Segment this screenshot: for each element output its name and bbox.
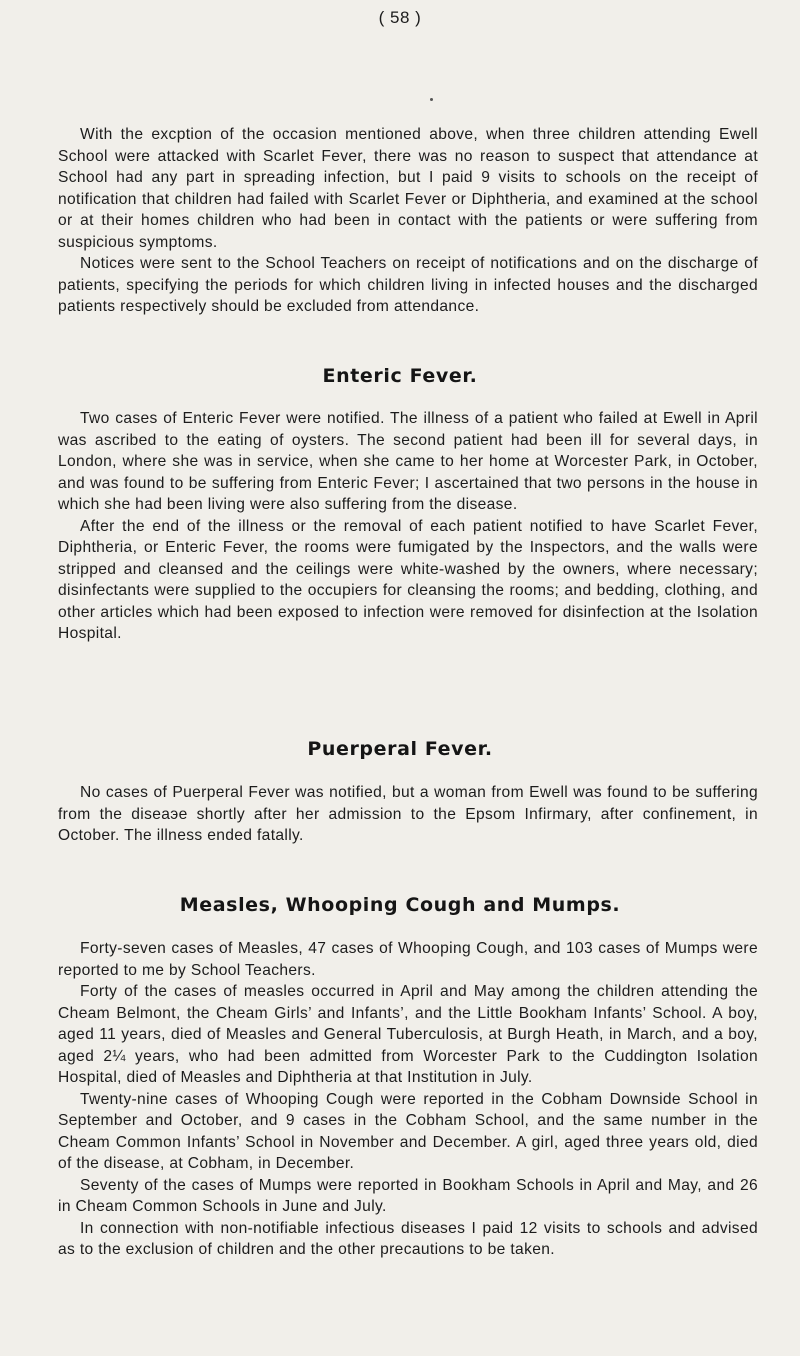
paragraph: Two cases of Enteric Fever were notified. The illness of a patient who failed at Ewell in April was ascribed to the eating of oysters. The second patient had been ill for several days, in London, where she was in service, when she came to her home at Worcester Park, in October, and was found to be suffering from Enteric Fever; I ascertained that two persons in the house in which she had been living were also suffering from the disease. xyxy=(58,410,758,513)
paragraph: Forty of the cases of measles occurred in April and May among the children attending the Cheam Belmont, the Cheam Girls’ and Infants’, and the Little Bookham Infants’ School. A boy, aged 11 years, died of Measles and General Tuberculosis, at Burgh Heath, in March, and a boy, aged 2¼ years, who had been admitted from Worcester Park to the Cuddington Isolation Hospital, died of Measles and Diphtheria at that Institution in July. xyxy=(58,983,758,1086)
puerperal-fever-section xyxy=(58,782,758,847)
section-heading-puerperal-fever: Puerperal Fever. xyxy=(307,738,493,760)
paragraph: Seventy of the cases of Mumps were reported in Bookham Schools in April and May, and 26 in Cheam Common Schools in June and July. xyxy=(58,1176,758,1215)
section-heading-enteric-fever: Enteric Fever. xyxy=(322,365,478,387)
section-heading-measles: Measles, Whooping Cough and Mumps. xyxy=(179,894,621,916)
paragraph: In connection with non-notifiable infectious diseases I paid 12 visits to schools and advised as to the exclusion of children and the other precautions to be taken. xyxy=(58,1219,758,1258)
page-number: ( 58 ) xyxy=(378,8,422,27)
paragraph: With the excption of the occasion mentioned above, when three children attending Ewell School were attacked with Scarlet Fever, there was no reason to suspect that attendance at School had any part in spreading infection, but I paid 9 visits to schools on the receipt of notification that children had failed with Scarlet Fever or Diphtheria, and examined at the school or at their homes children who had been in contact with the patients or were suffering from suspicious symptoms. xyxy=(58,126,758,251)
paragraph: No cases of Puerperal Fever was notified, but a woman from Ewell was found to be suffering from the diseaэe shortly after her admission to the Epsom Infirmary, after confinement, in October. The illness ended fatally. xyxy=(58,784,758,844)
paragraph: Forty-seven cases of Measles, 47 cases of Whooping Cough, and 103 cases of Mumps were reported to me by School Teachers. xyxy=(58,940,758,979)
measles-section xyxy=(58,938,758,1261)
print-speck xyxy=(430,98,433,101)
paragraph: Notices were sent to the School Teachers on receipt of notifications and on the discharge of patients, specifying the periods for which children living in infected houses and the discharged patients respectively should be excluded from attendance. xyxy=(58,255,758,315)
paragraph: Twenty-nine cases of Whooping Cough were reported in the Cobham Downside School in September and October, and 9 cases in the Cobham School, and the same number in the Cheam Common Infants’ School in November and December. A girl, aged three years old, died of the disease, at Cobham, in December. xyxy=(58,1090,758,1172)
enteric-fever-section xyxy=(58,408,758,645)
paragraph: After the end of the illness or the removal of each patient notified to have Scarlet Fever, Diphtheria, or Enteric Fever, the rooms were fumigated by the Inspectors, and the walls were stripped and cleansed and the ceilings were white-washed by the owners, where necessary; disinfectants were supplied to the occupiers for cleansing the rooms; and bedding, clothing, and other articles which had been exposed to infection were removed for disinfection at the Isolation Hospital. xyxy=(58,517,758,642)
intro-section xyxy=(58,124,758,318)
